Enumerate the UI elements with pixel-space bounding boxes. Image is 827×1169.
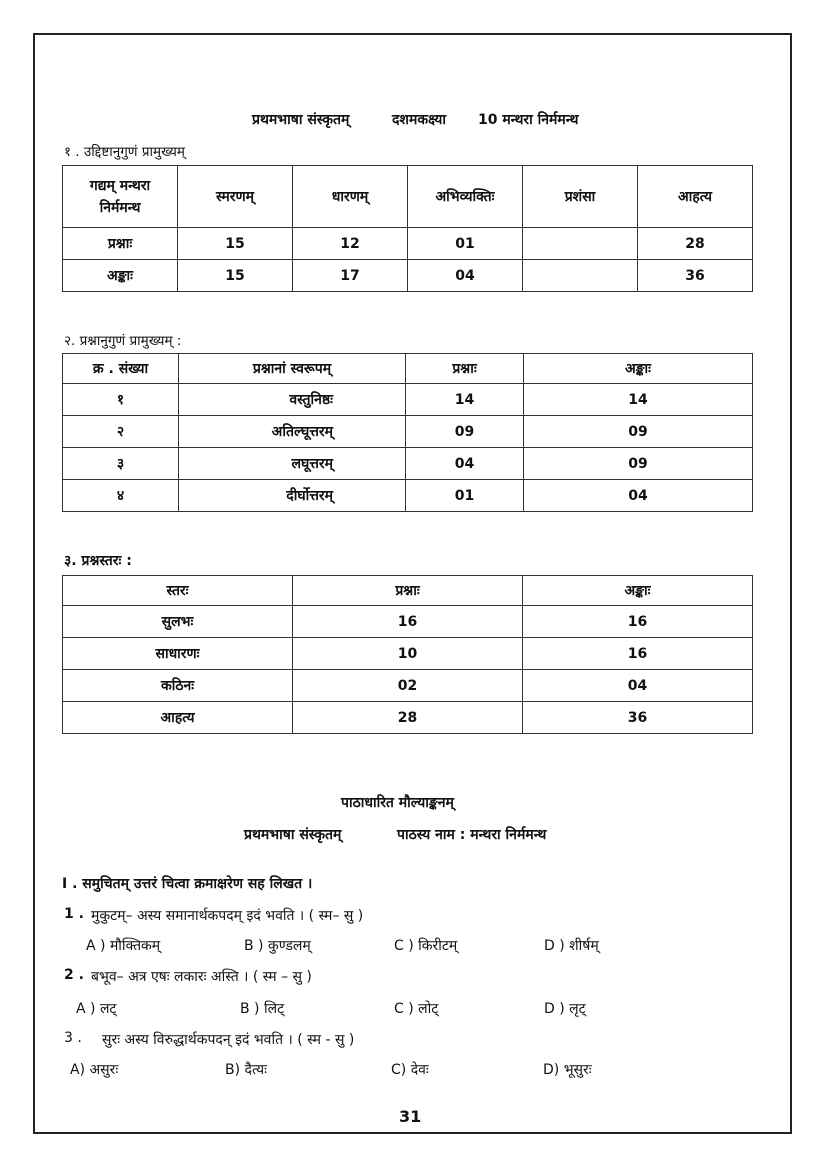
table-cell: 10 (293, 638, 523, 670)
option-d: D) भूसुरः (543, 1062, 592, 1078)
table-header (63, 166, 178, 228)
table-row (63, 416, 753, 448)
table-cell: 09 (524, 448, 753, 480)
question-text: बभूव– अत्र एषः लकारः अस्ति । ( स्म – सु ) (91, 969, 312, 985)
table-cell: ४ (63, 480, 179, 512)
section1-title: १ . उद्दिष्टानुगुणं प्रामुख्यम् (64, 144, 185, 160)
table-header: स्मरणम् (178, 166, 293, 228)
table-cell: २ (63, 416, 179, 448)
table-cell: सुलभः (63, 606, 293, 638)
page-number: 31 (399, 1107, 422, 1126)
table-header: प्रश्नाः (406, 354, 524, 384)
table-cell: 14 (524, 384, 753, 416)
table-cell: 28 (293, 702, 523, 734)
table-row (63, 384, 753, 416)
table-row (63, 228, 753, 260)
table-cell: 16 (523, 638, 753, 670)
option-a: A) असुरः (70, 1062, 119, 1078)
table-cell: 12 (293, 228, 408, 260)
table-row (63, 448, 753, 480)
table-cell: 16 (293, 606, 523, 638)
table-cell: दीर्घोत्तरम् (179, 480, 406, 512)
question-number: 2 . (64, 967, 84, 983)
table-cell: साधारणः (63, 638, 293, 670)
table-cell: 09 (524, 416, 753, 448)
table-cell (523, 260, 638, 292)
section2-title: २. प्रश्नानुगुणं प्रामुख्यम् : (64, 333, 182, 349)
table-cell: 01 (406, 480, 524, 512)
header-class: दशमकक्ष्या (392, 112, 447, 128)
option-d: D ) लृट् (544, 1001, 586, 1017)
header-lesson: 10 मन्थरा निर्ममन्थ (478, 112, 579, 128)
option-b: B ) कुण्डलम् (244, 938, 311, 954)
table-header-line: गद्यम् मन्थरा निर्ममन्थ (89, 177, 151, 216)
table-row (63, 702, 753, 734)
table-cell: 14 (406, 384, 524, 416)
table-cell: अतिल्घूत्तरम् (179, 416, 406, 448)
table-cell: 17 (293, 260, 408, 292)
question-text: सुरः अस्य विरुद्धार्थकपदन् इदं भवति । ( स्म - सु ) (102, 1032, 355, 1048)
option-c: C ) किरीटम् (394, 938, 458, 954)
table-cell (523, 228, 638, 260)
table-cell: 09 (406, 416, 524, 448)
option-b: B) दैत्यः (225, 1062, 267, 1078)
table-header-row (63, 166, 753, 228)
question-number: 1 . (64, 906, 84, 922)
option-d: D ) शीर्षम् (544, 938, 599, 954)
table-cell: प्रश्नाः (63, 228, 178, 260)
table-cell: 04 (523, 670, 753, 702)
table-header: प्रश्नानां स्वरूपम् (179, 354, 406, 384)
option-a: A ) लट् (76, 1001, 117, 1017)
section1-table (62, 165, 753, 292)
table-cell: 16 (523, 606, 753, 638)
table-cell: 15 (178, 228, 293, 260)
table-cell: कठिनः (63, 670, 293, 702)
option-c: C ) लोट् (394, 1001, 439, 1017)
table-row (63, 638, 753, 670)
option-b: B ) लिट् (240, 1001, 285, 1017)
section3-table (62, 575, 753, 734)
table-row (63, 670, 753, 702)
option-c: C) देवः (391, 1062, 429, 1078)
table-cell: वस्तुनिष्ठः (179, 384, 406, 416)
header-subject: प्रथमभाषा संस्कृतम् (252, 112, 350, 128)
table-header: धारणम् (293, 166, 408, 228)
table-header: प्रशंसा (523, 166, 638, 228)
table-row (63, 606, 753, 638)
table-cell: 15 (178, 260, 293, 292)
table-cell: १ (63, 384, 179, 416)
table-header: स्तरः (63, 576, 293, 606)
table-cell: 01 (408, 228, 523, 260)
question-text: मुकुटम्– अस्य समानार्थकपदम् इदं भवति । ( स्म– सु ) (91, 908, 364, 924)
table-header: अङ्काः (523, 576, 753, 606)
table-row (63, 480, 753, 512)
table-header: प्रश्नाः (293, 576, 523, 606)
evaluation-title: पाठाधारित मौल्याङ्कनम् (341, 795, 454, 811)
table-cell: 04 (406, 448, 524, 480)
instruction: I . समुचितम् उत्तरं चित्वा क्रमाक्षरेण सह लिखत । (62, 876, 313, 892)
table-header: अभिव्यक्तिः (408, 166, 523, 228)
table-cell: 36 (523, 702, 753, 734)
table-header: अङ्काः (524, 354, 753, 384)
table-row (63, 260, 753, 292)
evaluation-lesson: पाठस्य नाम : मन्थरा निर्ममन्थ (397, 827, 547, 843)
table-cell: आहत्य (63, 702, 293, 734)
section3-title: ३. प्रश्नस्तरः : (64, 553, 132, 569)
table-cell: अङ्काः (63, 260, 178, 292)
option-a: A ) मौक्तिकम् (86, 938, 161, 954)
question-number: 3 . (64, 1030, 82, 1046)
table-header-row (63, 576, 753, 606)
table-cell: 28 (638, 228, 753, 260)
table-header: आहत्य (638, 166, 753, 228)
table-header: क्र . संख्या (63, 354, 179, 384)
evaluation-subject: प्रथमभाषा संस्कृतम् (244, 827, 342, 843)
table-cell: 36 (638, 260, 753, 292)
table-cell: 04 (524, 480, 753, 512)
section2-table (62, 353, 753, 512)
table-cell: 02 (293, 670, 523, 702)
table-cell: 04 (408, 260, 523, 292)
table-cell: ३ (63, 448, 179, 480)
table-cell: लघूत्तरम् (179, 448, 406, 480)
table-header-row (63, 354, 753, 384)
